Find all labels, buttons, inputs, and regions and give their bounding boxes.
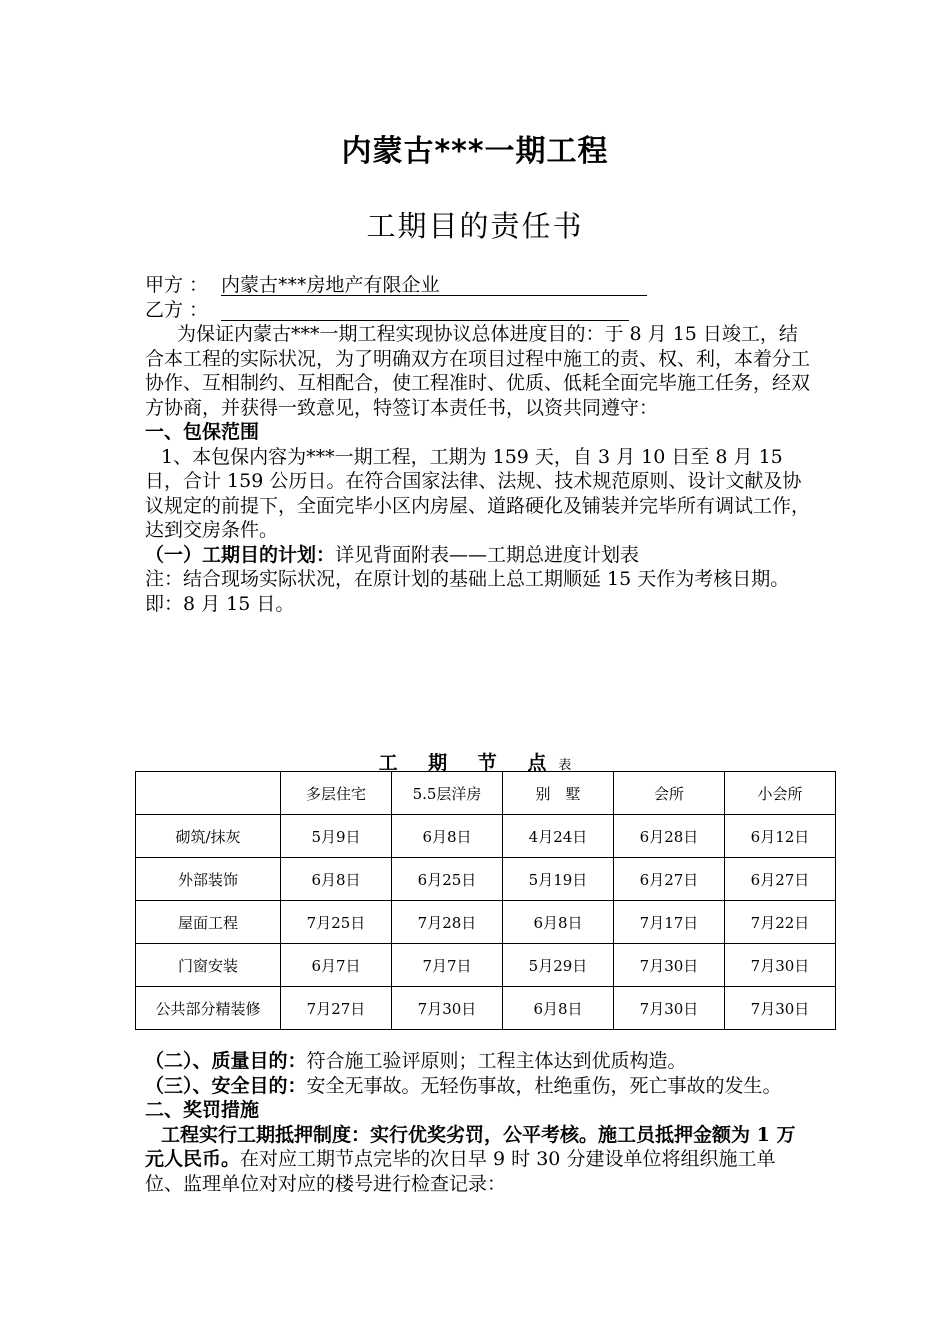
plan-line (145, 543, 810, 568)
table-cell: 6月8日 (281, 858, 392, 901)
table-header-cell: 多层住宅 (281, 772, 392, 815)
table-cell: 6月8日 (503, 987, 614, 1030)
scope-paragraph: 1、本包保内容为***一期工程，工期为 159 天，自 3 月 10 日至 8 月 15 日，合计 159 公历日。在符合国家法律、法规、技术规范原则、设计文献及协议规定的前提下，全面完毕小区内房屋、道路硬化及铺装并完毕所有调试工作，达到交房条件。 (145, 445, 811, 541)
table-row (136, 987, 836, 1030)
table-cell: 6月27日 (614, 858, 725, 901)
table-row-label: 门窗安装 (136, 944, 281, 987)
party-b-blank (221, 298, 629, 321)
table-caption-suffix: 表 (558, 758, 572, 773)
penalty-bold-text: 工程实行工期抵押制度：实行优奖劣罚，公平考核。施工员抵押金额为 1 万元人民币。 (145, 1123, 796, 1170)
table-cell: 6月8日 (392, 815, 503, 858)
table-cell: 7月28日 (392, 901, 503, 944)
table-cell: 6月8日 (503, 901, 614, 944)
section2-heading: 二、奖罚措施 (145, 1099, 260, 1121)
table-header-cell: 别 墅 (503, 772, 614, 815)
plan-text: 详见背面附表——工期总进度计划表 (335, 543, 640, 566)
body-section-2 (145, 1049, 810, 1196)
party-a-label: 甲方 ： (145, 274, 209, 296)
table-row-label: 公共部分精装修 (136, 987, 281, 1030)
quality-text: 符合施工验评原则；工程主体达到优质构造。 (306, 1050, 687, 1072)
table-cell: 7月30日 (725, 944, 836, 987)
safety-label: （三）、安全目的： (145, 1074, 307, 1097)
table-cell: 7月7日 (392, 944, 503, 987)
plan-label: （一）工期目的计划： (145, 543, 336, 566)
table-header-cell: 5.5层洋房 (392, 772, 503, 815)
table-header-cell (136, 772, 281, 815)
table-header-cell: 会所 (614, 772, 725, 815)
penalty-paragraph (145, 1123, 810, 1197)
table-row (136, 858, 836, 901)
table-row-label: 砌筑/抹灰 (136, 815, 281, 858)
table-cell: 7月30日 (614, 944, 725, 987)
table-row (136, 815, 836, 858)
table-row (136, 944, 836, 987)
party-a-line (145, 273, 647, 297)
table-cell: 7月17日 (614, 901, 725, 944)
safety-line (145, 1074, 810, 1099)
section1-heading: 一、包保范围 (145, 421, 260, 443)
table-cell: 6月25日 (392, 858, 503, 901)
table-cell: 6月12日 (725, 815, 836, 858)
quality-line (145, 1049, 810, 1074)
schedule-table (135, 771, 836, 1030)
document-subtitle: 工期目的责任书 (366, 209, 584, 243)
document-title: 内蒙古***一期工程 (341, 134, 609, 169)
table-cell: 7月30日 (725, 987, 836, 1030)
party-b-label: 乙方 ： (145, 299, 209, 321)
table-cell: 4月24日 (503, 815, 614, 858)
table-cell: 7月25日 (281, 901, 392, 944)
penalty-text: 在对应工期节点完毕的次日早 9 时 30 分建设单位将组织施工单位、监理单位对对应的楼号进行检查记录： (145, 1148, 776, 1195)
table-cell: 7月30日 (392, 987, 503, 1030)
table-cell: 7月27日 (281, 987, 392, 1030)
table-row (136, 901, 836, 944)
table-cell: 7月30日 (614, 987, 725, 1030)
table-cell: 6月28日 (614, 815, 725, 858)
party-a-value: 内蒙古***房地产有限企业 (221, 273, 647, 296)
note-paragraph: 注：结合现场实际状况，在原计划的基础上总工期顺延 15 天作为考核日期。即：8 月 15 日。 (145, 568, 790, 615)
table-cell: 5月9日 (281, 815, 392, 858)
quality-label: （二）、质量目的： (145, 1050, 307, 1072)
table-header-cell: 小会所 (725, 772, 836, 815)
intro-paragraph: 为保证内蒙古***一期工程实现协议总体进度目的：于 8 月 15 日竣工，结合本工程的实际状况，为了明确双方在项目过程中施工的责、权、利，本着分工协作、互相制约、互相配合，使工程准时、优质、低耗全面完毕施工任务，经双方协商，并获得一致意见，特签订本责任书，以资共同遵守： (145, 323, 811, 419)
table-cell: 6月7日 (281, 944, 392, 987)
body-section-1 (145, 322, 810, 616)
table-row-label: 外部装饰 (136, 858, 281, 901)
table-cell: 7月22日 (725, 901, 836, 944)
table-row-label: 屋面工程 (136, 901, 281, 944)
table-cell: 5月29日 (503, 944, 614, 987)
table-cell: 5月19日 (503, 858, 614, 901)
table-header-row (136, 772, 836, 815)
table-caption-main: 工 期 节 点 (378, 752, 559, 774)
safety-text: 安全无事故。无轻伤事故，杜绝重伤，死亡事故的发生。 (306, 1074, 782, 1097)
table-cell: 6月27日 (725, 858, 836, 901)
party-b-line (145, 298, 629, 322)
